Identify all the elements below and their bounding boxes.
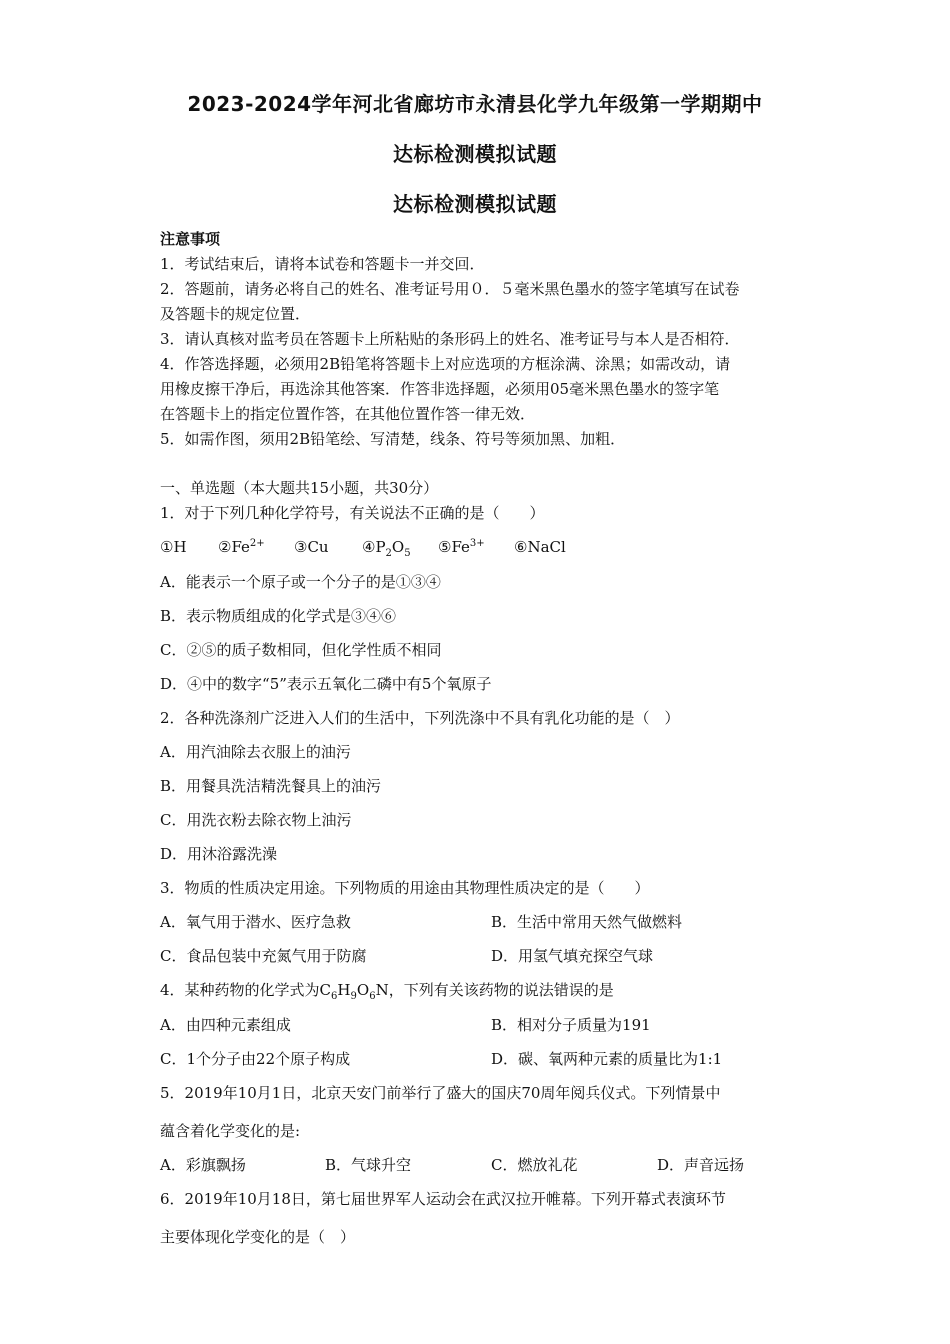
q5-option-d: D．声音远扬: [657, 1156, 745, 1174]
notice-item: 2．答题前，请务必将自己的姓名、准考证号用０．５毫米黑色墨水的签字笔填写在试卷: [160, 280, 740, 298]
q1-symbol-3: ③Cu: [294, 538, 329, 556]
exam-title-line3: 达标检测模拟试题: [393, 192, 557, 216]
q2-option-d: D．用沐浴露洗澡: [160, 845, 278, 863]
q1-symbol-2: $②Fe^{2+}$: [218, 538, 265, 556]
q5-stem-line2: 蕴含着化学变化的是:: [160, 1122, 301, 1140]
q5-option-c: C．燃放礼花: [491, 1156, 578, 1174]
q4-option-a: A．由四种元素组成: [160, 1016, 291, 1034]
q3-stem: 3．物质的性质决定用途。下列物质的用途由其物理性质决定的是（ ）: [160, 879, 650, 897]
notice-item: 3．请认真核对监考员在答题卡上所粘贴的条形码上的姓名、准考证号与本人是否相符．: [160, 330, 740, 348]
exam-title-line1: 2023-2024学年河北省廊坊市永清县化学九年级第一学期期中: [187, 92, 763, 116]
q3-option-c: C．食品包装中充氮气用于防腐: [160, 947, 367, 965]
q3-option-d: D．用氢气填充探空气球: [491, 947, 654, 965]
q5-option-b: B．气球升空: [325, 1156, 412, 1174]
q4-stem: 4．某种药物的化学式为$C_6H_9O_6N$，下列有关该药物的说法错误的是: [160, 981, 614, 1002]
q2-option-c: C．用洗衣粉去除衣物上油污: [160, 811, 352, 829]
notice-item: 5．如需作图，须用2B铅笔绘、写清楚，线条、符号等须加黑、加粗．: [160, 430, 626, 448]
q2-option-a: A．用汽油除去衣服上的油污: [160, 743, 351, 761]
exam-title-line2: 达标检测模拟试题: [393, 142, 557, 166]
q4-option-d: D．碳、氧两种元素的质量比为1:1: [491, 1050, 723, 1068]
q1-symbol-5: $⑤Fe^{3+}$: [438, 538, 485, 556]
notice-item: 1．考试结束后，请将本试卷和答题卡一并交回．: [160, 255, 485, 273]
q1-option-a: A．能表示一个原子或一个分子的是①③④: [160, 573, 441, 591]
q1-option-d: D．④中的数字“5”表示五氧化二磷中有5个氧原子: [160, 675, 492, 693]
q2-stem: 2．各种洗涤剂广泛进入人们的生活中，下列洗涤中不具有乳化功能的是（ ）: [160, 709, 680, 727]
q5-stem-line1: 5．2019年10月1日，北京天安门前举行了盛大的国庆70周年阅兵仪式。下列情景中: [160, 1084, 721, 1102]
q3-option-b: B．生活中常用天然气做燃料: [491, 913, 683, 931]
q4-option-b: B．相对分子质量为191: [491, 1016, 651, 1034]
q2-option-b: B．用餐具洗洁精洗餐具上的油污: [160, 777, 382, 795]
q5-option-a: A．彩旗飘扬: [160, 1156, 246, 1174]
notice-heading: 注意事项: [160, 230, 221, 248]
section-heading: 一、单选题（本大题共15小题，共30分）: [160, 479, 439, 497]
q3-option-a: A．氧气用于潜水、医疗急救: [160, 913, 351, 931]
q6-stem-line2: 主要体现化学变化的是（ ）: [160, 1228, 356, 1246]
q1-option-b: B．表示物质组成的化学式是③④⑥: [160, 607, 397, 625]
q1-symbol-4: $④P_2O_5$: [362, 538, 411, 559]
notice-item: 用橡皮擦干净后，再选涂其他答案．作答非选择题，必须用05毫米黑色墨水的签字笔: [160, 380, 720, 398]
q1-option-c: C．②⑤的质子数相同，但化学性质不相同: [160, 641, 442, 659]
q1-stem: 1．对于下列几种化学符号，有关说法不正确的是（ ）: [160, 504, 545, 522]
q6-stem-line1: 6．2019年10月18日，第七届世界军人运动会在武汉拉开帷幕。下列开幕式表演环节: [160, 1190, 726, 1208]
notice-item: 及答题卡的规定位置．: [160, 305, 311, 323]
q1-symbol-1: ①H: [160, 538, 187, 556]
notice-item: 4．作答选择题，必须用2B铅笔将答题卡上对应选项的方框涂满、涂黑；如需改动，请: [160, 355, 731, 373]
q1-symbol-6: ⑥NaCl: [514, 538, 566, 556]
notice-item: 在答题卡上的指定位置作答，在其他位置作答一律无效．: [160, 405, 536, 423]
q4-option-c: C．1个分子由22个原子构成: [160, 1050, 351, 1068]
